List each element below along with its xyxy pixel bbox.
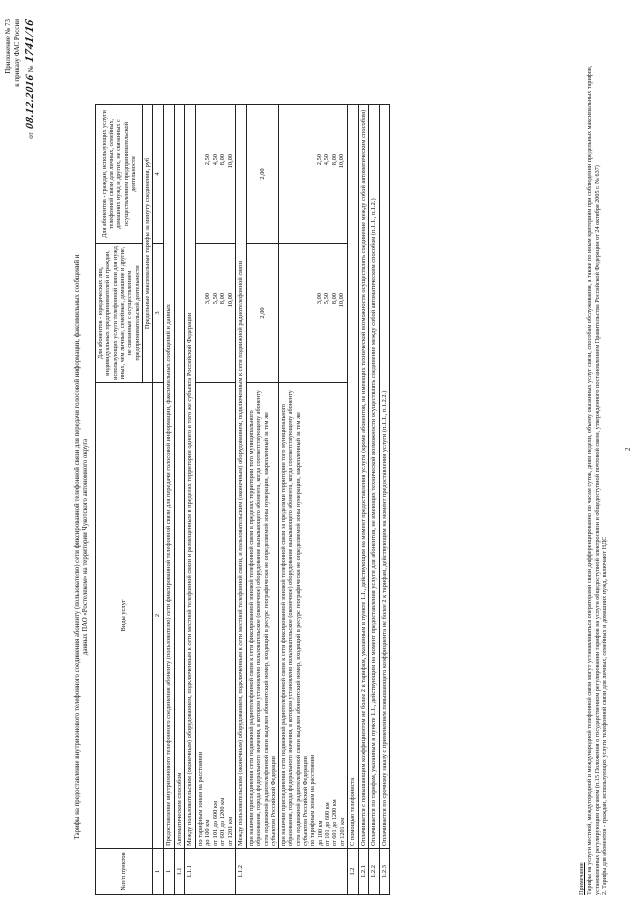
header-row <box>96 105 143 895</box>
table-row <box>358 105 369 895</box>
row-text: Оплачивается по срочному заказу с применением повышающего коэффициента не более 2 к тарифам, действующим на момент предоставления услуги (п.1.1., п.1.2.2.) <box>379 105 390 849</box>
rate-value: 10,00 <box>226 154 234 169</box>
zone-label: до 100 км <box>316 820 324 846</box>
table-row <box>163 105 174 895</box>
zone-label: от 1201 км <box>338 817 346 846</box>
rate-value: 4,50 <box>323 154 331 166</box>
index-cell: 2 <box>153 383 164 849</box>
row-num: 1.2.1 <box>358 849 369 895</box>
row-text: Между пользовательским (оконечным) оборудованием, подключенным к сети местной телефонной связи, и пользовательским (оконечным) оборудованием, подключенным к сети подвижной радиотелефонной связи <box>236 105 247 849</box>
rates-entities <box>195 244 236 383</box>
row-num: 1 <box>163 849 174 895</box>
table-row <box>174 105 185 895</box>
rate-value: 2,00 <box>246 244 278 383</box>
table-row <box>379 105 390 895</box>
rate-value: 8,00 <box>219 154 227 166</box>
handwritten-number: 1741/16 <box>21 17 36 63</box>
row-num: 1.2 <box>347 849 358 895</box>
header-citizens: Для абонентов - граждан, использующих услуги телефонной связи для личных, семейных, домашних нужд и других, не связанных с осуществлением предпринимательской деятельности <box>96 105 143 244</box>
zone-label: от 601 до 1200 км <box>331 799 339 846</box>
distance-label: по тарифным зонам на расстоянии <box>309 754 317 846</box>
zone-label: от 101 до 600 км <box>324 802 332 846</box>
rate-value: 5,50 <box>323 293 331 305</box>
zone-label: до 100 км <box>204 819 212 846</box>
zone-label: от 1201 км <box>226 816 234 846</box>
header-num: №п/п пунктов <box>96 849 153 895</box>
row-text: Предоставление внутризонового телефонного соединения абоненту (пользователю) сети фиксированной телефонной связи для передачи голосовой информации, факсимильных сообщений и данных <box>163 105 174 849</box>
row-text: Автоматическим способом <box>174 105 185 849</box>
number-prefix: № <box>26 65 35 73</box>
rate-value: 3,00 <box>315 293 323 305</box>
table-row <box>369 105 380 895</box>
appendix-number: Приложение № 73 <box>4 19 12 74</box>
row-num: 1.1.1 <box>185 849 236 895</box>
rate-value: 3,00 <box>204 293 212 305</box>
notes <box>578 35 609 895</box>
zone-label: от 101 до 600 км <box>211 800 219 846</box>
rates-citizens <box>195 105 236 244</box>
rate-value: 8,00 <box>219 293 227 305</box>
table-row <box>185 105 196 895</box>
date-prefix: от <box>26 132 35 139</box>
rate-value: 8,00 <box>330 154 338 166</box>
header-entities: Для абонентов - юридических лиц, индивидуальных предпринимателей и граждан, использующих услуги телефонной связи для нужд иных, чем личные, семейные, домашние и другие, не связанные с осуществлением предпринимательской деятельности <box>96 244 143 383</box>
zone-label: от 601 до 1200 км <box>219 797 227 846</box>
condition-same-territory: при наличии присоединения сети подвижной радиотелефонной связи к сети фиксированной зоновой телефонной связи в пределах территории того муниципального образования, города федерального значения, в котором установлено пользовательское (оконечное) оборудование вызывающего абонента, когда соответствующему абоненту сети подвижной радиотелефонной связи выделен абонентский номер, входящий в ресурс географически не определяемой зоны нумерации, закрепленный за тем же субъектом Российской Федерации <box>246 383 278 849</box>
rate-value: 2,50 <box>315 154 323 166</box>
rates-entities <box>279 244 348 383</box>
row-text: Оплачивается по тарифам, указанным в пункте 1.1., действующим на момент предоставления услуги для абонентов, не имеющих технической возможности осуществлять соединение между собой автоматическим способом (п.1.1., п.1.2.) <box>369 105 380 849</box>
table-row <box>246 105 278 895</box>
header-max-tariffs: Предельные максимальные тарифы за минуту соединения, руб <box>142 105 153 383</box>
row-num: 1.1 <box>174 849 185 895</box>
index-cell: 1 <box>153 849 164 895</box>
document-title: Тарифы на предоставление внутризонового телефонного соединения абоненту (пользователю) сети фиксированной телефонной связи для передачи голосовой информации, факсимильных сообщений и данных ПАО «Ростелеком» на территории Чукотского автономного округа <box>74 254 90 840</box>
index-row <box>153 105 164 895</box>
notes-heading: Примечание <box>578 862 585 895</box>
rate-value: 10,00 <box>338 154 346 169</box>
note-1: Тарифы на услуги местной, междугородной и международной телефонной связи могут устанавливаться операторами связи дифференцированно по часам суток, дням недели, объему оказанных услуг связи, способам обслуживания, а также по иным критериям при соблюдении предельных максимальных тарифов, установленных регулирующим органом (п.15 Положения о государственном регулировании тарифов на услуги общедоступной электросвязи и общедоступной почтовой связи, утвержденного постановлением Правительства Российской Федерации от 24 октября 2005 г. № 637) <box>585 65 601 895</box>
handwritten-date: 08.12.2016 <box>23 72 36 130</box>
page-number: 2 <box>624 447 632 451</box>
index-cell: 3 <box>153 244 164 383</box>
index-cell: 4 <box>153 105 164 244</box>
row-num: 1.2.2 <box>369 849 380 895</box>
appendix-date-line <box>22 19 38 194</box>
table-row <box>347 105 358 895</box>
rate-value: 4,50 <box>211 154 219 166</box>
rate-value: 2,00 <box>246 105 278 244</box>
rotated-document <box>0 5 640 905</box>
row-num: 1.2.3 <box>379 849 390 895</box>
table-row <box>195 105 236 895</box>
appendix-order-ref: к приказу ФАС России <box>12 19 21 87</box>
condition-text: при наличии присоединения сети подвижной радиотелефонной связи к сети фиксированной зоновой телефонной связи за пределами территории того муниципального образования, города федерального значения, в котором установлено пользовательское (оконечное) оборудование вызывающего абонента, когда соответствующему абоненту сети подвижной радиотелефонной связи выделен абонентский номер, входящий в ресурс географически не определяемой зоны нумерации, закрепленный за тем же субъектом Российской Федерации <box>280 390 310 846</box>
rate-value: 2,50 <box>204 154 212 166</box>
rate-value: 5,50 <box>211 293 219 305</box>
condition-other-territory <box>279 383 348 849</box>
header-service: Виды услуг <box>96 383 153 849</box>
distance-label: по тарифным зонам на расстоянии <box>196 751 204 846</box>
rate-value: 10,00 <box>226 293 234 308</box>
rate-value: 8,00 <box>330 293 338 305</box>
row-text: Оплачивается с повышающим коэффициентом не более 2 к тарифам, указанным в пункте 1.1., действующим на момент предоставления услуги (кроме абонентов, не имеющих технической возможности осуществлять соединение между собой автоматическим способом) <box>358 105 369 849</box>
appendix-header <box>4 19 37 194</box>
table-row <box>279 105 348 895</box>
row-text: Между пользовательским (оконечным) оборудованием, подключенным к сети местной телефонной связи и размещенным в пределах территории одного и того же субъекта Российской Федерации <box>185 105 196 849</box>
tariff-table <box>95 104 390 895</box>
rates-citizens <box>279 105 348 244</box>
row-num: 1.1.2 <box>236 849 348 895</box>
note-2: 2. Тарифы для абонентов - граждан, использующих услуги телефонной связи для личных, семейных и домашних нужд, включают НДС <box>601 536 609 895</box>
rate-value: 10,00 <box>338 293 346 308</box>
row-text: С помощью телефониста <box>347 105 358 849</box>
zone-list <box>195 383 236 849</box>
table-row <box>236 105 247 895</box>
